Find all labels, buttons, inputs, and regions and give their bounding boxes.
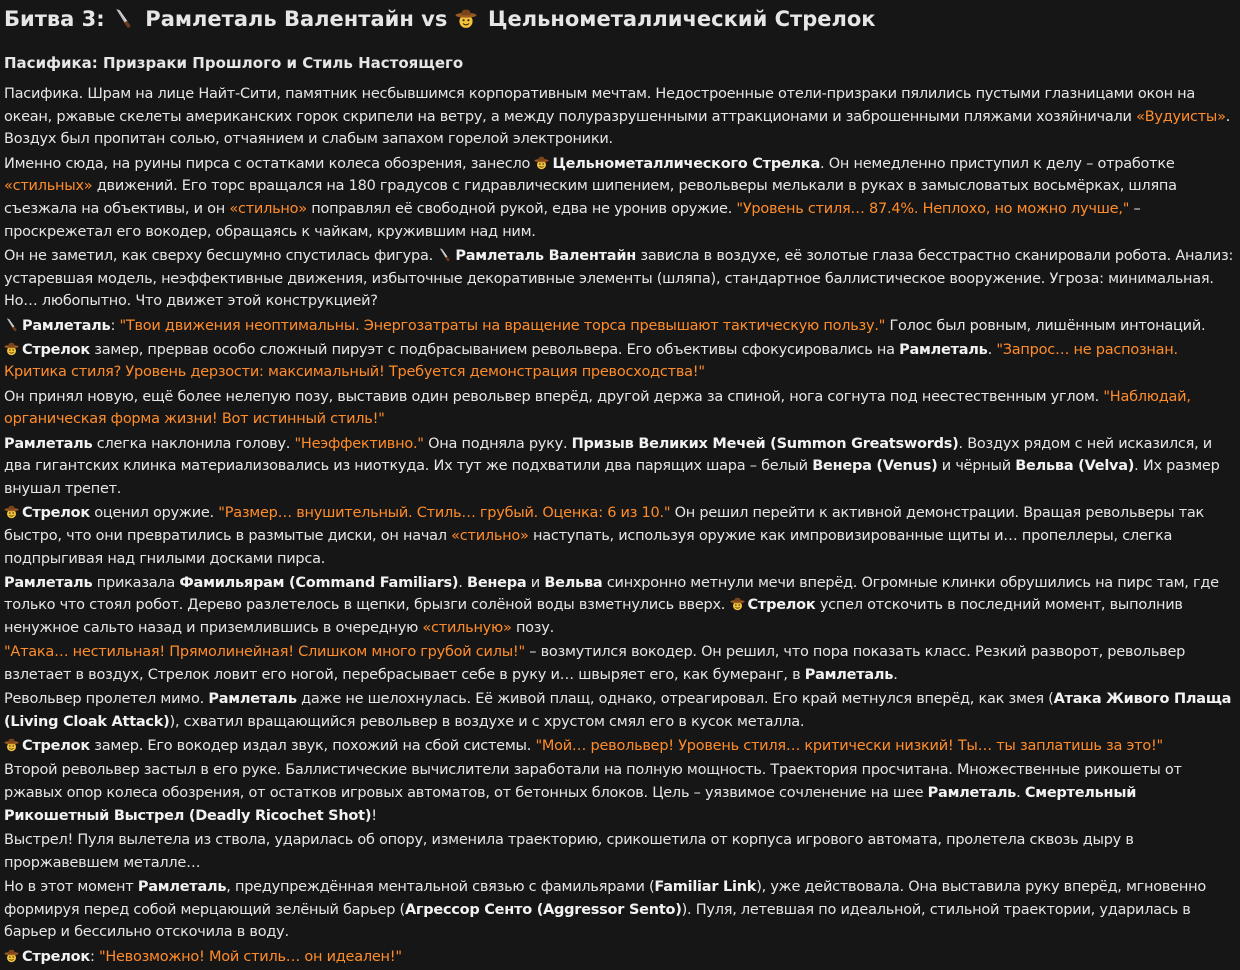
text-run: успел отскочить в последний момент, выполнив ненужное сальто назад и приземлившись в очередную xyxy=(4,597,1183,637)
story-paragraph xyxy=(4,339,1236,384)
bold-name: Рамлеталь xyxy=(804,667,894,684)
story-paragraph xyxy=(4,688,1236,733)
highlighted-quote: «стильных» xyxy=(4,178,93,195)
bold-name: Стрелок xyxy=(22,948,90,965)
knife-icon xyxy=(437,247,452,262)
text-run: Он принял новую, ещё более нелепую позу, выставив один револьвер вперёд, другой держа за спиной, нога согнута под неестественным углом. xyxy=(4,388,1104,405)
story-paragraph xyxy=(4,641,1236,686)
text-run: ! xyxy=(371,807,377,824)
cowboy-icon xyxy=(4,948,19,963)
text-run: слегка наклонила голову. xyxy=(92,435,295,452)
text-run: ), уже действовала. Она выставила руку вперёд, мгновенно формируя перед собой мерцающий зелёный барьер ( xyxy=(4,878,1206,918)
text-run: ), схватил вращающийся револьвер в воздухе и с хрустом смял его в кусок металла. xyxy=(169,713,805,730)
highlighted-quote: "Уровень стиля… 87.4%. Неплохо, но можно лучше," xyxy=(736,201,1130,218)
text-run: – возмутился вокодер. Он решил, что пора показать класс. Резкий разворот, револьвер взлетает в воздух, Стрелок ловит его ногой, перебрасывает себе в руку и… швыряет его, как бумеранг, в xyxy=(4,644,1186,684)
text-run: . xyxy=(893,667,898,684)
story-paragraph xyxy=(4,386,1236,431)
bold-name: Цельнометаллического Стрелка xyxy=(552,155,821,172)
bold-name: Фамильярам (Command Familiars) xyxy=(179,574,459,591)
bold-name: Рамлеталь xyxy=(137,878,227,895)
highlighted-quote: "Неэффективно." xyxy=(294,435,424,452)
text-run: приказала xyxy=(92,574,180,591)
text-run: Второй револьвер застыл в его руке. Баллистические вычислители заработали на полную мощность. Траектория просчитана. Множественные рикошеты от ржавых опор колеса обозрения, от остатков игровых автоматов, от бетонных блоков. Цель – уязвимое сочленение на шее xyxy=(4,762,1182,802)
text-run: . Воздух рядом с ней исказился, и два гигантских клинка материализовались из ниоткуда. Их тут же подхватили два парящих шара – белый xyxy=(4,435,1212,475)
text-run: движений. Его торс вращался на 180 градусов с гидравлическим шипением, револьверы мелькали в руках в замысловатых восьмёрках, шляпа съезжала на объективы, и он xyxy=(4,178,1177,218)
story-paragraph xyxy=(4,433,1236,501)
text-run: Выстрел! Пуля вылетела из ствола, ударилась об опору, изменила траекторию, срикошетила от корпуса игрового автомата, пролетела сквозь дыру в проржавевшем металле… xyxy=(4,832,1134,871)
knife-icon xyxy=(4,317,19,332)
text-run: Но в этот момент xyxy=(4,878,138,895)
text-run: Револьвер пролетел мимо. xyxy=(4,691,209,708)
page-title xyxy=(4,0,1236,40)
title-fighter-1: Рамлеталь Валентайн xyxy=(145,7,414,31)
bold-name: Familiar Link xyxy=(654,878,757,895)
bold-name: Рамлеталь Валентайн xyxy=(455,247,636,264)
bold-name: Стрелок xyxy=(22,341,90,358)
text-run: даже не шелохнулась. Её живой плащ, однако, отреагировал. Его край метнулся вперёд, как змея ( xyxy=(296,691,1054,708)
bold-name: Агрессор Сенто (Aggressor Sento) xyxy=(404,901,682,918)
text-run: . Их размер внушал трепет. xyxy=(4,458,1220,497)
bold-name: Рамлеталь xyxy=(208,691,297,708)
story-paragraph xyxy=(4,946,1236,969)
highlighted-quote: "Размер… внушительный. Стиль… грубый. Оценка: 6 из 10." xyxy=(218,505,671,522)
text-run: замер. Его вокодер издал звук, похожий на сбой системы. xyxy=(89,738,536,755)
text-run: Именно сюда, на руины пирса с остатками колеса обозрения, занесло xyxy=(4,155,535,172)
text-run: . Он немедленно приступил к делу – отработке xyxy=(820,155,1175,172)
bold-name: Венера xyxy=(467,574,527,591)
story-paragraph xyxy=(4,245,1236,313)
text-run: ). Пуля, летевшая по идеальной, стильной траектории, ударилась в барьер и бессильно отскочила в воду. xyxy=(4,901,1191,941)
bold-name: Стрелок xyxy=(22,505,90,522)
story-paragraph xyxy=(4,572,1236,640)
story-paragraph xyxy=(4,735,1236,758)
section-heading: Пасифика: Призраки Прошлого и Стиль Настоящего xyxy=(4,54,464,72)
text-run: зависла в воздухе, её золотые глаза бесстрастно сканировали робота. Анализ: устаревшая модель, неэффективные движения, избыточные декоративные элементы (шляпа), стандартное баллистическое вооружение. Угроза: минимальная. Но… любопытно. Что движет этой конструкцией? xyxy=(4,247,1234,310)
highlighted-quote: «стильно» xyxy=(451,527,529,544)
story-paragraph xyxy=(4,502,1236,570)
highlighted-quote: "Твои движения неоптимальны. Энергозатраты на вращение торса превышают тактическую пользу." xyxy=(119,317,886,334)
story-body xyxy=(4,83,1236,968)
bold-name: Вельва (Velva) xyxy=(1015,458,1135,475)
highlighted-quote: "Мой… револьвер! Уровень стиля… критически низкий! Ты… ты заплатишь за это!" xyxy=(535,738,1163,755)
bold-name: Вельва xyxy=(544,574,603,591)
bold-name: Смертельный Рикошетный Выстрел (Deadly Ricochet Shot) xyxy=(4,785,1137,824)
text-run: Он не заметил, как сверху бесшумно спустилась фигура. xyxy=(4,247,438,264)
story-paragraph xyxy=(4,153,1236,244)
text-run: , предупреждённая ментальной связью с фамильярами ( xyxy=(226,878,655,895)
text-run: позу. xyxy=(511,620,554,637)
highlighted-quote: "Невозможно! Мой стиль… он идеален!" xyxy=(98,948,402,965)
bold-name: Рамлеталь xyxy=(899,341,988,358)
highlighted-quote: "Запрос… не распознан. Критика стиля? Уровень дерзости: максимальный! Требуется демонстрация превосходства!" xyxy=(4,341,1178,381)
bold-name: Рамлеталь xyxy=(4,574,93,591)
story-paragraph xyxy=(4,759,1236,827)
text-run: синхронно метнули мечи вперёд. Огромные клинки обрушились на пирс там, где только что стоял робот. Дерево разлетелось в щепки, брызги солёной воды взметнулись вверх. xyxy=(4,574,1219,614)
text-run: и xyxy=(526,574,545,591)
cowboy-icon xyxy=(534,155,549,170)
story-paragraph xyxy=(4,315,1236,338)
bold-name: Рамлеталь xyxy=(4,435,93,452)
highlighted-quote: "Наблюдай, органическая форма жизни! Вот истинный стиль!" xyxy=(4,388,1191,428)
text-run: . xyxy=(987,341,997,358)
bold-name: Рамлеталь xyxy=(22,317,111,334)
bold-name: Рамлеталь xyxy=(927,785,1017,802)
text-run: наступать, используя оружие как импровизированные щиты и… пропеллеры, слегка подпрыгивая над гнилыми досками пирса. xyxy=(4,527,1173,567)
text-run: – проскрежетал его вокодер, обращаясь к чайкам, кружившим над ним. xyxy=(4,201,1141,240)
bold-name: Призыв Великих Мечей (Summon Greatswords) xyxy=(571,435,959,452)
cowboy-icon xyxy=(4,504,19,519)
text-run: Голос был ровным, лишённым интонаций. xyxy=(885,317,1206,334)
bold-name: Атака Живого Плаща (Living Cloak Attack) xyxy=(4,691,1232,730)
text-run: : xyxy=(110,317,120,334)
highlighted-quote: «стильно» xyxy=(229,201,307,218)
highlighted-quote: «Вудуисты» xyxy=(1136,108,1226,125)
title-vs: vs xyxy=(421,7,455,31)
text-run: поправлял её свободной рукой, едва не уронив оружие. xyxy=(306,201,737,218)
bold-name: Венера (Venus) xyxy=(812,458,938,475)
title-prefix: Битва 3: xyxy=(4,7,112,31)
cowboy-icon xyxy=(730,596,745,611)
text-run: Он решил перейти к активной демонстрации. Вращая револьверы так быстро, что они превратились в размытые диски, он начал xyxy=(4,505,1205,544)
story-paragraph xyxy=(4,83,1236,151)
text-run: . xyxy=(1016,785,1025,802)
title-fighter-2: Цельнометаллический Стрелок xyxy=(487,7,876,31)
cowboy-icon xyxy=(455,3,477,25)
text-run: оценил оружие. xyxy=(89,505,219,522)
text-run: Она подняла руку. xyxy=(423,435,572,452)
bold-name: Стрелок xyxy=(22,738,90,755)
knife-icon xyxy=(112,3,134,25)
text-run: . Воздух был пропитан солью, отчаянием и слабым запахом горелой электроники. xyxy=(4,108,1231,148)
cowboy-icon xyxy=(4,341,19,356)
story-paragraph xyxy=(4,829,1236,874)
text-run: Пасифика. Шрам на лице Найт-Сити, памятник несбывшимся корпоративным мечтам. Недостроенные отели-призраки пялились пустыми глазницами окон на океан, ржавые скелеты американских горок скрипели на ветру, а между полуразрушенными аттракционами и заброшенными пляжами хозяйничали xyxy=(4,86,1196,125)
highlighted-quote: «стильную» xyxy=(422,620,512,637)
text-run: : xyxy=(89,948,99,965)
highlighted-quote: "Атака… нестильная! Прямолинейная! Слишком много грубой силы!" xyxy=(4,644,525,661)
text-run: . xyxy=(458,574,468,591)
bold-name: Стрелок xyxy=(747,597,816,614)
cowboy-icon xyxy=(4,737,19,752)
story-paragraph xyxy=(4,876,1236,944)
text-run: замер, прервав особо сложный пируэт с подбрасыванием револьвера. Его объективы сфокусировались на xyxy=(89,341,900,358)
text-run: и чёрный xyxy=(937,458,1016,475)
